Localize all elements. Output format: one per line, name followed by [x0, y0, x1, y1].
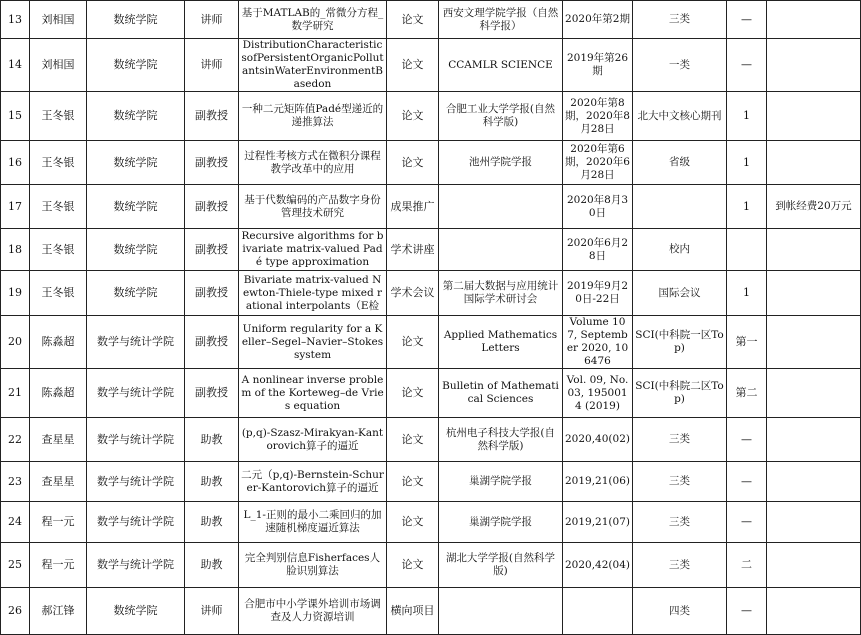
- publish-date-cell: 2020,42(04): [563, 543, 633, 588]
- author-name-cell: 查星星: [30, 462, 87, 502]
- remark-cell: [767, 316, 861, 369]
- rank-cell: 副教授: [185, 229, 239, 271]
- remark-cell: [767, 271, 861, 316]
- work-type-cell: 学术会议: [387, 271, 439, 316]
- table-row: [1, 316, 861, 369]
- table-row: [1, 1, 861, 39]
- author-name-cell: 程一元: [30, 502, 87, 543]
- rank-cell: 讲师: [185, 39, 239, 92]
- college-cell: 数学与统计学院: [87, 316, 185, 369]
- table-row: [1, 588, 861, 635]
- publisher-cell: Applied Mathematics Letters: [439, 316, 563, 369]
- college-cell: 数统学院: [87, 141, 185, 185]
- publish-date-cell: 2020年第8期，2020年8月28日: [563, 92, 633, 141]
- college-cell: 数统学院: [87, 271, 185, 316]
- table-row: [1, 418, 861, 462]
- author-order-cell: 二: [727, 543, 767, 588]
- author-order-cell: —: [727, 588, 767, 635]
- author-order-cell: —: [727, 462, 767, 502]
- rank-cell: 助教: [185, 418, 239, 462]
- author-name-cell: 查星星: [30, 418, 87, 462]
- author-order-cell: 1: [727, 185, 767, 229]
- work-type-cell: 论文: [387, 502, 439, 543]
- college-cell: 数学与统计学院: [87, 369, 185, 418]
- author-name-cell: 王冬银: [30, 271, 87, 316]
- level-cell: 三类: [633, 462, 727, 502]
- remark-cell: [767, 39, 861, 92]
- work-title-cell: A nonlinear inverse problem of the Korteweg–de Vries equation: [239, 369, 387, 418]
- table-row: [1, 543, 861, 588]
- publisher-cell: 杭州电子科技大学报(自然科学版): [439, 418, 563, 462]
- row-number-cell: 20: [1, 316, 30, 369]
- author-name-cell: 刘相国: [30, 39, 87, 92]
- publish-date-cell: 2020年6月28日: [563, 229, 633, 271]
- publisher-cell: 西安文理学院学报（自然科学报）: [439, 1, 563, 39]
- remark-cell: [767, 418, 861, 462]
- table-row: [1, 462, 861, 502]
- college-cell: 数统学院: [87, 185, 185, 229]
- table-row: [1, 185, 861, 229]
- remark-cell: [767, 229, 861, 271]
- work-title-cell: 基于代数编码的产品数字身份管理技术研究: [239, 185, 387, 229]
- row-number-cell: 13: [1, 1, 30, 39]
- publish-date-cell: 2020,40(02): [563, 418, 633, 462]
- author-order-cell: [727, 229, 767, 271]
- publish-date-cell: 2020年第2期: [563, 1, 633, 39]
- row-number-cell: 22: [1, 418, 30, 462]
- work-type-cell: 论文: [387, 1, 439, 39]
- author-order-cell: 第一: [727, 316, 767, 369]
- work-title-cell: 基于MATLAB的_常微分方程_数学研究: [239, 1, 387, 39]
- work-title-cell: (p,q)-Szasz-Mirakyan-Kantorovich算子的逼近: [239, 418, 387, 462]
- author-name-cell: 郝江锋: [30, 588, 87, 635]
- rank-cell: 副教授: [185, 92, 239, 141]
- table-row: [1, 502, 861, 543]
- publish-date-cell: 2019,21(07): [563, 502, 633, 543]
- remark-cell: 到帐经费20万元: [767, 185, 861, 229]
- work-type-cell: 论文: [387, 316, 439, 369]
- publisher-cell: 池州学院学报: [439, 141, 563, 185]
- college-cell: 数学与统计学院: [87, 462, 185, 502]
- publish-date-cell: Volume 107, September 2020, 106476: [563, 316, 633, 369]
- college-cell: 数统学院: [87, 1, 185, 39]
- row-number-cell: 15: [1, 92, 30, 141]
- college-cell: 数学与统计学院: [87, 543, 185, 588]
- remark-cell: [767, 588, 861, 635]
- work-title-cell: Recursive algorithms for bivariate matrix-valued Padé type approximation: [239, 229, 387, 271]
- level-cell: 三类: [633, 543, 727, 588]
- remark-cell: [767, 462, 861, 502]
- work-title-cell: 合肥市中小学课外培训市场调查及人力资源培训: [239, 588, 387, 635]
- author-name-cell: 刘相国: [30, 1, 87, 39]
- level-cell: 一类: [633, 39, 727, 92]
- work-title-cell: 过程性考核方式在微积分课程教学改革中的应用: [239, 141, 387, 185]
- work-type-cell: 论文: [387, 369, 439, 418]
- level-cell: 三类: [633, 418, 727, 462]
- rank-cell: 副教授: [185, 369, 239, 418]
- level-cell: 北大中文核心期刊: [633, 92, 727, 141]
- remark-cell: [767, 543, 861, 588]
- table-row: [1, 141, 861, 185]
- author-name-cell: 王冬银: [30, 141, 87, 185]
- work-type-cell: 论文: [387, 39, 439, 92]
- level-cell: 校内: [633, 229, 727, 271]
- rank-cell: 助教: [185, 502, 239, 543]
- table-row: [1, 39, 861, 92]
- row-number-cell: 14: [1, 39, 30, 92]
- author-order-cell: 1: [727, 92, 767, 141]
- rank-cell: 副教授: [185, 316, 239, 369]
- rank-cell: 副教授: [185, 271, 239, 316]
- college-cell: 数统学院: [87, 92, 185, 141]
- publisher-cell: CCAMLR SCIENCE: [439, 39, 563, 92]
- work-title-cell: Bivariate matrix-valued Newton-Thiele-type mixed rational interpolants（Ε检: [239, 271, 387, 316]
- level-cell: 四类: [633, 588, 727, 635]
- publisher-cell: 巢湖学院学报: [439, 462, 563, 502]
- rank-cell: 副教授: [185, 185, 239, 229]
- row-number-cell: 24: [1, 502, 30, 543]
- author-order-cell: —: [727, 502, 767, 543]
- table-row: [1, 271, 861, 316]
- work-type-cell: 论文: [387, 543, 439, 588]
- college-cell: 数学与统计学院: [87, 418, 185, 462]
- work-title-cell: L_1-正则的最小二乘回归的加速随机梯度逼近算法: [239, 502, 387, 543]
- author-name-cell: 王冬银: [30, 92, 87, 141]
- work-title-cell: 二元（p,q)-Bernstein-Schurer-Kantorovich算子的逼近: [239, 462, 387, 502]
- level-cell: 省级: [633, 141, 727, 185]
- author-name-cell: 陈淼超: [30, 369, 87, 418]
- publisher-cell: 第二届大数据与应用统计国际学术研讨会: [439, 271, 563, 316]
- table-row: [1, 92, 861, 141]
- remark-cell: [767, 369, 861, 418]
- author-name-cell: 陈淼超: [30, 316, 87, 369]
- publish-date-cell: 2019年9月20日-22日: [563, 271, 633, 316]
- work-type-cell: 学术讲座: [387, 229, 439, 271]
- publish-date-cell: 2019年第26期: [563, 39, 633, 92]
- publish-date-cell: Vol. 09, No. 03, 1950014 (2019): [563, 369, 633, 418]
- author-order-cell: —: [727, 418, 767, 462]
- author-order-cell: 第二: [727, 369, 767, 418]
- work-type-cell: 论文: [387, 462, 439, 502]
- publisher-cell: Bulletin of Mathematical Sciences: [439, 369, 563, 418]
- row-number-cell: 19: [1, 271, 30, 316]
- rank-cell: 助教: [185, 462, 239, 502]
- level-cell: 三类: [633, 502, 727, 543]
- college-cell: 数学与统计学院: [87, 502, 185, 543]
- rank-cell: 讲师: [185, 1, 239, 39]
- rank-cell: 助教: [185, 543, 239, 588]
- table-body: [1, 1, 861, 635]
- author-order-cell: —: [727, 1, 767, 39]
- row-number-cell: 16: [1, 141, 30, 185]
- row-number-cell: 21: [1, 369, 30, 418]
- work-type-cell: 成果推广: [387, 185, 439, 229]
- publisher-cell: 巢湖学院学报: [439, 502, 563, 543]
- level-cell: 国际会议: [633, 271, 727, 316]
- row-number-cell: 17: [1, 185, 30, 229]
- rank-cell: 副教授: [185, 141, 239, 185]
- publisher-cell: 合肥工业大学学报(自然科学版): [439, 92, 563, 141]
- level-cell: SCI(中科院二区Top): [633, 369, 727, 418]
- remark-cell: [767, 502, 861, 543]
- author-order-cell: —: [727, 39, 767, 92]
- college-cell: 数统学院: [87, 229, 185, 271]
- level-cell: SCI(中科院一区Top): [633, 316, 727, 369]
- level-cell: 三类: [633, 1, 727, 39]
- table-row: [1, 369, 861, 418]
- author-name-cell: 程一元: [30, 543, 87, 588]
- college-cell: 数统学院: [87, 39, 185, 92]
- publish-date-cell: 2020年第6期，2020年6月28日: [563, 141, 633, 185]
- college-cell: 数统学院: [87, 588, 185, 635]
- author-order-cell: 1: [727, 141, 767, 185]
- author-name-cell: 王冬银: [30, 185, 87, 229]
- author-order-cell: 1: [727, 271, 767, 316]
- row-number-cell: 23: [1, 462, 30, 502]
- publish-date-cell: [563, 588, 633, 635]
- author-name-cell: 王冬银: [30, 229, 87, 271]
- publish-date-cell: 2020年8月30日: [563, 185, 633, 229]
- remark-cell: [767, 92, 861, 141]
- level-cell: [633, 185, 727, 229]
- work-title-cell: 一种二元矩阵值Padé型递近的递推算法: [239, 92, 387, 141]
- row-number-cell: 18: [1, 229, 30, 271]
- row-number-cell: 26: [1, 588, 30, 635]
- work-title-cell: DistributionCharacteristicsofPersistentOrganicPollutantsinWaterEnvironmentBasedon: [239, 39, 387, 92]
- work-type-cell: 论文: [387, 418, 439, 462]
- publisher-cell: 湖北大学学报(自然科学版): [439, 543, 563, 588]
- publisher-cell: [439, 588, 563, 635]
- publish-date-cell: 2019,21(06): [563, 462, 633, 502]
- work-title-cell: Uniform regularity for a Keller–Segel–Navier–Stokes system: [239, 316, 387, 369]
- publisher-cell: [439, 185, 563, 229]
- work-type-cell: 论文: [387, 92, 439, 141]
- table-row: [1, 229, 861, 271]
- work-title-cell: 完全判别信息Fisherfaces人脸识别算法: [239, 543, 387, 588]
- publisher-cell: [439, 229, 563, 271]
- remark-cell: [767, 141, 861, 185]
- row-number-cell: 25: [1, 543, 30, 588]
- work-type-cell: 论文: [387, 141, 439, 185]
- rank-cell: 讲师: [185, 588, 239, 635]
- work-type-cell: 横向项目: [387, 588, 439, 635]
- remark-cell: [767, 1, 861, 39]
